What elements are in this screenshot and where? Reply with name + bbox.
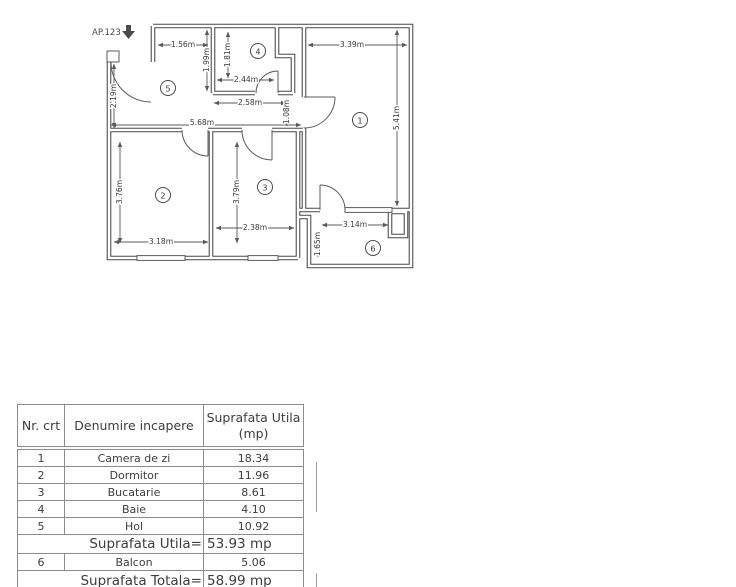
dim-label: 1.56m bbox=[170, 40, 196, 49]
table-row bbox=[18, 467, 303, 484]
dimension-labels bbox=[109, 40, 401, 256]
svg-text:2: 2 bbox=[160, 190, 166, 201]
dim-label: 3.39m bbox=[339, 40, 365, 49]
dim-label: 2.44m bbox=[233, 75, 259, 84]
subtotal-label: Suprafata Utila= bbox=[18, 535, 204, 553]
col-header-area bbox=[204, 410, 303, 441]
kitchen-window bbox=[248, 256, 278, 261]
apartment-label bbox=[92, 25, 135, 39]
svg-text:6: 6 bbox=[370, 243, 376, 254]
col-header-nr: Nr. crt bbox=[18, 405, 65, 446]
total-row bbox=[18, 571, 303, 587]
subtotal-value: 53.93 mp bbox=[207, 536, 272, 552]
room-number-6 bbox=[366, 241, 381, 256]
cell-nr: 4 bbox=[18, 501, 65, 517]
cell-name: Camera de zi bbox=[65, 450, 204, 466]
cell-area: 5.06 bbox=[241, 555, 266, 569]
dim-label: 5.41m bbox=[392, 105, 401, 131]
total-value: 58.99 mp bbox=[207, 572, 272, 587]
svg-text:1: 1 bbox=[357, 115, 363, 126]
dim-label: 1.08m bbox=[282, 99, 291, 125]
dim-label: 1.65m bbox=[313, 231, 322, 257]
cell-nr: 5 bbox=[18, 518, 65, 534]
dim-label: 2.58m bbox=[237, 98, 263, 107]
col-header-area-line1: Suprafata Utila bbox=[206, 409, 301, 425]
dim-label: 3.18m bbox=[148, 237, 174, 246]
svg-text:3: 3 bbox=[262, 182, 268, 193]
dim-label: 1.99m bbox=[202, 47, 211, 73]
room-number-2 bbox=[156, 188, 171, 203]
table-row bbox=[18, 518, 303, 535]
entry-wall-return bbox=[107, 51, 119, 62]
cell-nr: 3 bbox=[18, 484, 65, 500]
cell-name: Dormitor bbox=[65, 467, 204, 483]
col-header-name: Denumire incapere bbox=[65, 405, 204, 446]
entrance-arrow-icon bbox=[122, 25, 135, 39]
windows bbox=[137, 208, 392, 261]
kitchen-door-arc bbox=[242, 130, 272, 160]
livingroom-door-arc bbox=[304, 97, 335, 128]
cell-name: Bucatarie bbox=[65, 484, 204, 500]
dim-label: 3.14m bbox=[342, 220, 368, 229]
dim-label: 3.76m bbox=[115, 179, 124, 205]
cell-name: Balcon bbox=[65, 554, 204, 570]
bathroom-door-arc bbox=[256, 71, 278, 93]
room-number-3 bbox=[258, 180, 273, 195]
scan-artifact-line bbox=[316, 462, 317, 512]
svg-text:4: 4 bbox=[255, 46, 261, 57]
svg-text:5: 5 bbox=[165, 83, 171, 94]
room-number-4 bbox=[251, 44, 266, 59]
dim-label: 3.79m bbox=[232, 179, 241, 205]
cell-name: Baie bbox=[65, 501, 204, 517]
cell-nr: 6 bbox=[18, 554, 65, 570]
cell-area: 18.34 bbox=[237, 451, 270, 465]
area-table bbox=[17, 404, 304, 587]
bedroom-door-arc bbox=[182, 130, 208, 156]
apartment-number-text: AP.123 bbox=[92, 28, 121, 38]
dim-label: 2.19m bbox=[109, 83, 118, 109]
table-body bbox=[17, 449, 304, 587]
room-number-1 bbox=[353, 113, 368, 128]
balcony-door-arc bbox=[320, 185, 345, 210]
table-row bbox=[18, 554, 303, 571]
cell-area: 8.61 bbox=[241, 485, 266, 499]
cell-area: 11.96 bbox=[237, 468, 270, 482]
total-label: Suprafata Totala= bbox=[18, 571, 204, 587]
doors bbox=[111, 62, 345, 210]
room-number-5 bbox=[161, 81, 176, 96]
cell-nr: 2 bbox=[18, 467, 65, 483]
table-row bbox=[18, 484, 303, 501]
subtotal-row bbox=[18, 535, 303, 554]
scan-artifact-line bbox=[316, 573, 317, 587]
balcony-window bbox=[345, 208, 392, 213]
bedroom-window bbox=[137, 256, 185, 261]
cell-nr: 1 bbox=[18, 450, 65, 466]
cell-area: 4.10 bbox=[241, 502, 266, 516]
table-row bbox=[18, 450, 303, 467]
dim-label: 1.81m bbox=[223, 42, 232, 68]
table-row bbox=[18, 501, 303, 518]
dim-label: 2.38m bbox=[242, 223, 268, 232]
floor-plan bbox=[90, 18, 420, 274]
dim-label: 5.68m bbox=[189, 118, 215, 127]
cell-name: Hol bbox=[65, 518, 204, 534]
table-header-row bbox=[17, 404, 304, 447]
col-header-area-line2: (mp) bbox=[238, 425, 269, 441]
cell-area: 10.92 bbox=[237, 519, 270, 533]
